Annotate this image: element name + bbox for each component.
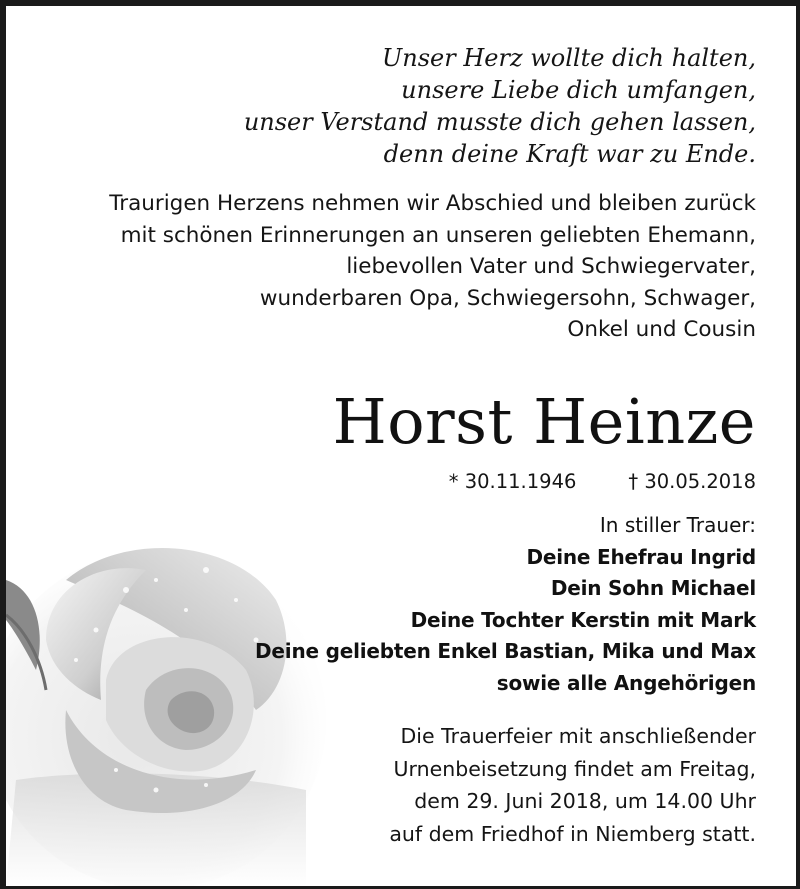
mourner: sowie alle Angehörigen [496,670,756,695]
poem-line: denn deine Kraft war zu Ende. [383,140,756,168]
service-line: auf dem Friedhof in Niemberg statt. [389,821,756,846]
funeral-service-info [389,720,756,850]
mourners-list [255,510,756,699]
intro-line: wunderbaren Opa, Schwiegersohn, Schwager, [259,285,756,311]
intro-line: mit schönen Erinnerungen an unseren geliebten Ehemann, [120,222,756,248]
intro-line: Onkel und Cousin [567,317,756,342]
deceased-name: Horst Heinze [332,385,756,458]
death-date: † 30.05.2018 [628,470,756,493]
intro-line: liebevollen Vater und Schwiegervater, [346,254,756,279]
life-dates [449,468,756,496]
mourner: Deine Tochter Kerstin mit Mark [410,607,756,632]
mourner: Dein Sohn Michael [550,576,756,600]
service-line: dem 29. Juni 2018, um 14.00 Uhr [414,789,756,813]
mourner: Deine geliebten Enkel Bastian, Mika und Max [255,639,756,663]
poem-line: unser Verstand musste dich gehen lassen, [243,108,756,136]
intro-text [109,188,756,346]
mourning-heading: In stiller Trauer: [599,513,756,537]
mourner: Deine Ehefrau Ingrid [526,544,756,569]
poem-line: Unser Herz wollte dich halten, [382,44,756,72]
service-line: Urnenbeisetzung findet am Freitag, [393,756,756,781]
birth-date: * 30.11.1946 [448,470,577,493]
poem-line: unsere Liebe dich umfangen, [401,76,756,104]
intro-line: Traurigen Herzens nehmen wir Abschied und bleiben zurück [109,191,756,216]
service-line: Die Trauerfeier mit anschließender [400,724,756,748]
poem-verse [244,42,756,170]
